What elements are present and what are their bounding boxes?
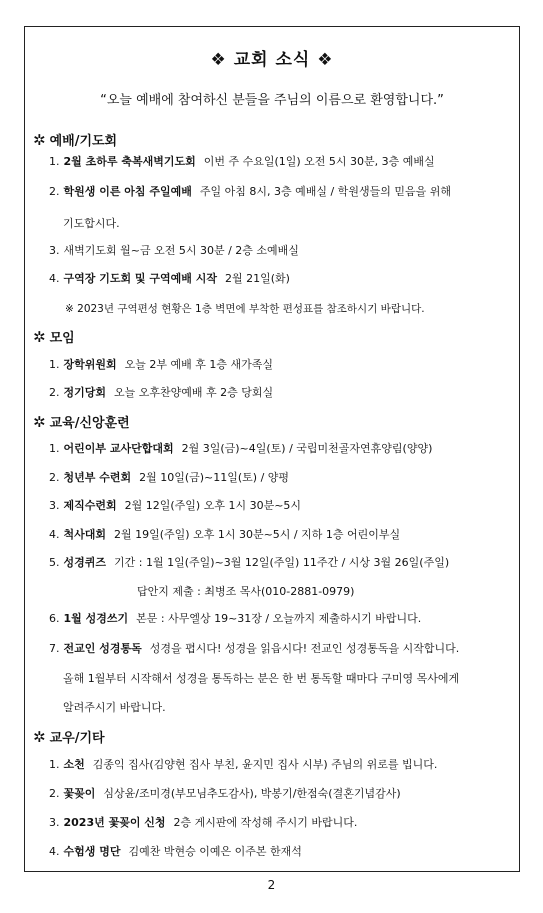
list-item-continuation: 올해 1월부터 시작해서 성경을 통독하는 분은 한 번 통독할 때마다 구미영 목사에게 [63,672,460,685]
list-item-continuation: 답안지 제출 : 최병조 목사(010-2881-0979) [137,585,355,598]
welcome-subtitle: “오늘 예배에 참여하신 분들을 주님의 이름으로 환영합니다.” [100,93,444,108]
list-item: 1. 어린이부 교사단합대회 2월 3일(금)~4일(토) / 국립미천골자연휴양림(양양) [49,442,433,455]
list-item: 1. 2월 초하루 축복새벽기도회 이번 주 수요일(1일) 오전 5시 30분, 3층 예배실 [49,155,435,168]
news-box [24,26,520,872]
list-item: 2. 꽃꽂이 심상윤/조미경(부모님추도감사), 박봉기/한점숙(결혼기념감사) [49,787,401,800]
list-item-continuation: 기도합시다. [63,217,120,230]
list-item: 4. 구역장 기도회 및 구역예배 시작 2월 21일(화) [49,272,290,285]
list-item: 2. 정기당회 오늘 오후찬양예배 후 2층 당회실 [49,386,274,399]
asterisk-icon: ✲ [33,728,46,746]
list-item: 1. 장학위원회 오늘 2부 예배 후 1층 새가족실 [49,358,274,371]
list-item: 3. 제직수련회 2월 12일(주일) 오후 1시 30분~5시 [49,499,302,512]
page-number: 2 [267,878,276,892]
section-heading-meeting: ✲ 모임 [33,328,75,346]
section-heading-education: ✲ 교육/신앙훈련 [33,413,130,431]
list-item: 6. 1월 성경쓰기 본문 : 사무엘상 19~31장 / 오늘까지 제출하시기 바랍니다. [49,612,422,625]
list-item: 3. 2023년 꽃꽂이 신청 2층 게시판에 작성해 주시기 바랍니다. [49,816,358,829]
section-heading-members: ✲ 교우/기타 [33,728,105,746]
list-item-continuation: 알려주시기 바랍니다. [63,701,166,714]
asterisk-icon: ✲ [33,131,46,149]
asterisk-icon: ✲ [33,328,46,346]
note-text: ※ 2023년 구역편성 현황은 1층 벽면에 부착한 편성표를 참조하시기 바랍니다. [65,303,425,315]
list-item: 7. 전교인 성경통독 성경을 폅시다! 성경을 읽읍시다! 전교인 성경통독을 시작합니다. [49,642,460,655]
section-heading-worship: ✲ 예배/기도회 [33,131,118,149]
list-item: 5. 성경퀴즈 기간 : 1월 1일(주일)~3월 12일(주일) 11주간 / 시상 3월 26일(주일) [49,556,450,569]
page-title: ❖ 교회 소식 ❖ [210,50,334,70]
list-item: 1. 소천 김종익 집사(김양현 집사 부친, 윤지민 집사 시부) 주님의 위로를 빕니다. [49,758,438,771]
list-item: 4. 척사대회 2월 19일(주일) 오후 1시 30분~5시 / 지하 1층 어린이부실 [49,528,401,541]
list-item: 2. 학원생 이른 아침 주일예배 주일 아침 8시, 3층 예배실 / 학원생들의 믿음을 위해 [49,185,451,198]
asterisk-icon: ✲ [33,413,46,431]
list-item: 2. 청년부 수련회 2월 10일(금)~11일(토) / 양평 [49,471,290,484]
list-item: 3. 새벽기도회 월~금 오전 5시 30분 / 2층 소예배실 [49,244,299,257]
list-item: 4. 수험생 명단 김예찬 박현승 이예은 이주본 한재석 [49,845,302,858]
